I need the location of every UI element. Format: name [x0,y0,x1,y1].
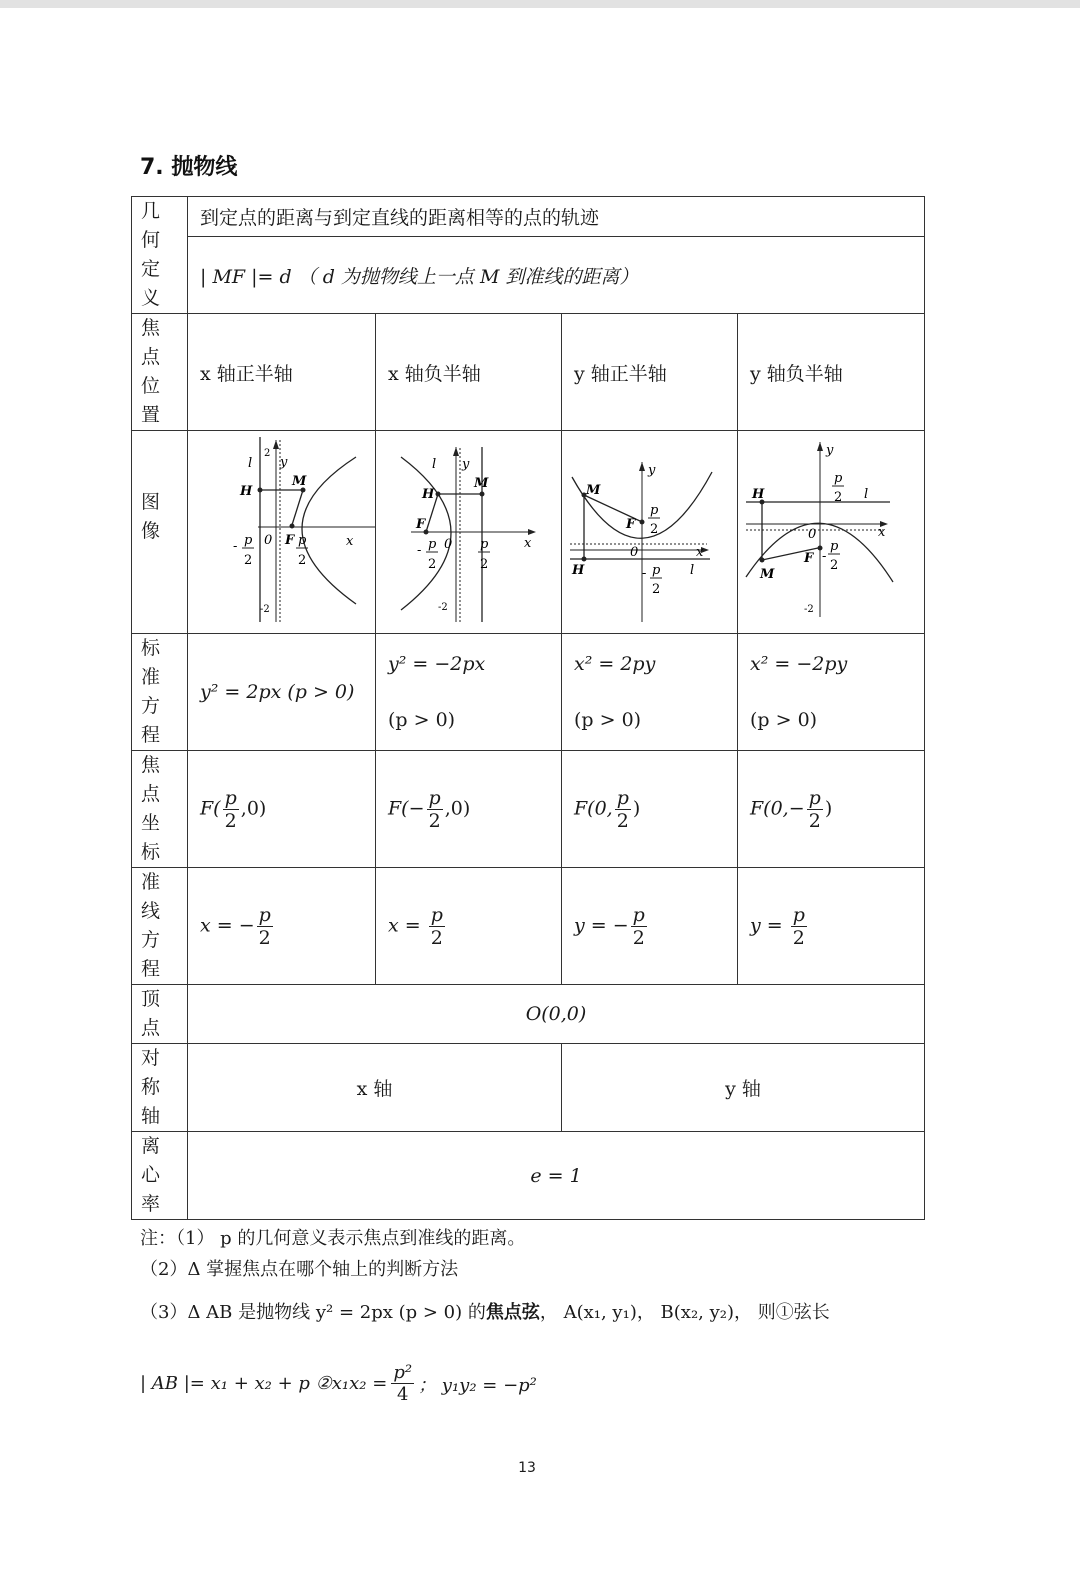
g2-label-x: x [524,536,532,551]
g2-label-p-right: p [480,537,489,552]
g3-label-F: F [626,517,636,532]
std-eq-1: y² = 2px (p > 0) [188,634,376,751]
g3-label-origin: 0 [630,545,639,560]
g2-label-F: F [416,517,426,532]
g2-label-origin: 0 [444,537,453,552]
graph-2-left-opening [376,432,562,632]
g1-label-x: x [346,534,354,549]
g4-label-den-bottom: 2 [830,558,839,573]
parabola-table [131,196,925,1220]
note-4-fraction: $\frac{\text{p²}}{4}$ [393,1362,413,1405]
directrix-3: y = − $\frac{p}{2}$ [562,868,738,985]
top-border [0,0,1080,8]
g2-label-den-left: 2 [428,557,437,572]
g4-label-H: H [752,487,765,502]
g1-label-l: l [248,456,253,471]
focus-coord-3: F(0, $\frac{p}{2}$ ) [562,751,738,868]
std-eq-3: x² = 2py (p > 0) [562,634,738,751]
note-1: 注：（1） p 的几何意义表示焦点到准线的距离。 [140,1228,526,1249]
graph-4-down-opening [738,432,925,632]
g3-label-neg: - [642,566,647,581]
g1-label-y: y [280,455,288,470]
g4-label-bottom: -2 [804,604,814,615]
g1-label-p-left: p [244,533,253,548]
axis-x: x 轴 [188,1044,562,1132]
g4-label-y: y [826,443,834,458]
g2-label-H: H [422,487,435,502]
graph-3-up-opening [562,432,738,632]
page-number: 13 [518,1460,536,1476]
focus-coord-4: F(0,− $\frac{p}{2}$ ) [738,751,925,868]
g1-label-den-right: 2 [298,553,307,568]
definition-text: 到定点的距离与到定直线的距离相等的点的轨迹 [188,197,925,237]
g3-label-H: H [572,563,585,578]
g2-label-l: l [432,457,437,472]
g4-label-x: x [878,525,886,540]
focus-coord-1: F( $\frac{p}{2}$ ,0) [188,751,376,868]
g4-label-neg: - [822,549,827,564]
g1-label-M: M [292,474,307,489]
g3-label-den-top: 2 [650,522,659,537]
directrix-1: x = − $\frac{p}{2}$ [188,868,376,985]
g1-label-top: 2 [264,448,271,459]
std-eq-2: y² = −2px (p > 0) [376,634,562,751]
g3-label-den-bottom: 2 [652,582,661,597]
g2-label-neg: - [417,543,422,558]
g1-label-den-left: 2 [244,553,253,568]
note-4: | AB |= x₁ + x₂ + p ②x₁x₂ = $\frac{\text{p²}}{4}$ ； y₁y₂ = −p² [140,1362,537,1405]
focus-coord-2: F(− $\frac{p}{2}$ ,0) [376,751,562,868]
focal-chord-term: 焦点弦 [485,1302,540,1323]
g4-label-den-top: 2 [834,490,843,505]
definition-formula: | MF |= d （ d 为抛物线上一点 M 到准线的距离） [188,237,925,314]
g3-label-x: x [696,545,704,560]
g2-label-bottom: -2 [438,602,448,613]
g2-label-den-right: 2 [480,557,489,572]
g1-label-H: H [240,484,253,499]
axis-y: y 轴 [562,1044,925,1132]
g1-label-F: F [285,533,295,548]
g4-label-l: l [864,487,869,502]
row-label-standard-eq: 标准方程 [132,634,188,751]
row-label-focus-position: 焦点位置 [132,314,188,431]
row-label-axis: 对称轴 [132,1044,188,1132]
graph-cell-1 [188,431,376,634]
row-label-image: 图像 [132,431,188,634]
g1-label-neg: - [233,539,238,554]
g4-label-F: F [804,551,814,566]
focus-pos-4: y 轴负半轴 [738,314,925,431]
g4-label-p-bottom: p [830,539,839,554]
g1-label-origin: 0 [264,533,273,548]
g3-label-l: l [690,563,695,578]
g3-label-M: M [586,483,601,498]
section-title: 7. 抛物线 [140,155,238,180]
row-label-eccentricity: 离心率 [132,1132,188,1220]
vertex-value: O(0,0) [188,985,925,1044]
directrix-4: y = $\frac{p}{2}$ [738,868,925,985]
row-label-directrix: 准线方程 [132,868,188,985]
g4-label-M: M [760,567,775,582]
graph-cell-4 [738,431,925,634]
g3-label-p-bottom: p [652,563,661,578]
graph-1-right-opening [188,432,376,632]
graph-cell-3 [562,431,738,634]
focus-pos-3: y 轴正半轴 [562,314,738,431]
directrix-2: x = $\frac{p}{2}$ [376,868,562,985]
g2-label-y: y [462,457,470,472]
graph-cell-2 [376,431,562,634]
g2-label-M: M [474,476,489,491]
focus-pos-2: x 轴负半轴 [376,314,562,431]
g3-label-y: y [648,463,656,478]
note-3: （3）Δ AB 是抛物线 y² = 2px (p > 0) 的焦点弦， A(x₁, y₁)， B(x₂, y₂)， 则①弦长 [140,1302,830,1323]
std-eq-4: x² = −2py (p > 0) [738,634,925,751]
g3-label-p-top: p [650,503,659,518]
row-label-definition: 几何定义 [132,197,188,314]
focus-pos-1: x 轴正半轴 [188,314,376,431]
g4-label-origin: 0 [808,527,817,542]
g2-label-p-left: p [428,537,437,552]
row-label-vertex: 顶点 [132,985,188,1044]
note-2: （2）Δ 掌握焦点在哪个轴上的判断方法 [140,1259,459,1280]
g1-label-bottom: -2 [260,604,270,615]
g1-label-p-right: p [298,533,307,548]
eccentricity-value: e = 1 [188,1132,925,1220]
row-label-focus-coord: 焦点坐标 [132,751,188,868]
g4-label-p-top: p [834,471,843,486]
